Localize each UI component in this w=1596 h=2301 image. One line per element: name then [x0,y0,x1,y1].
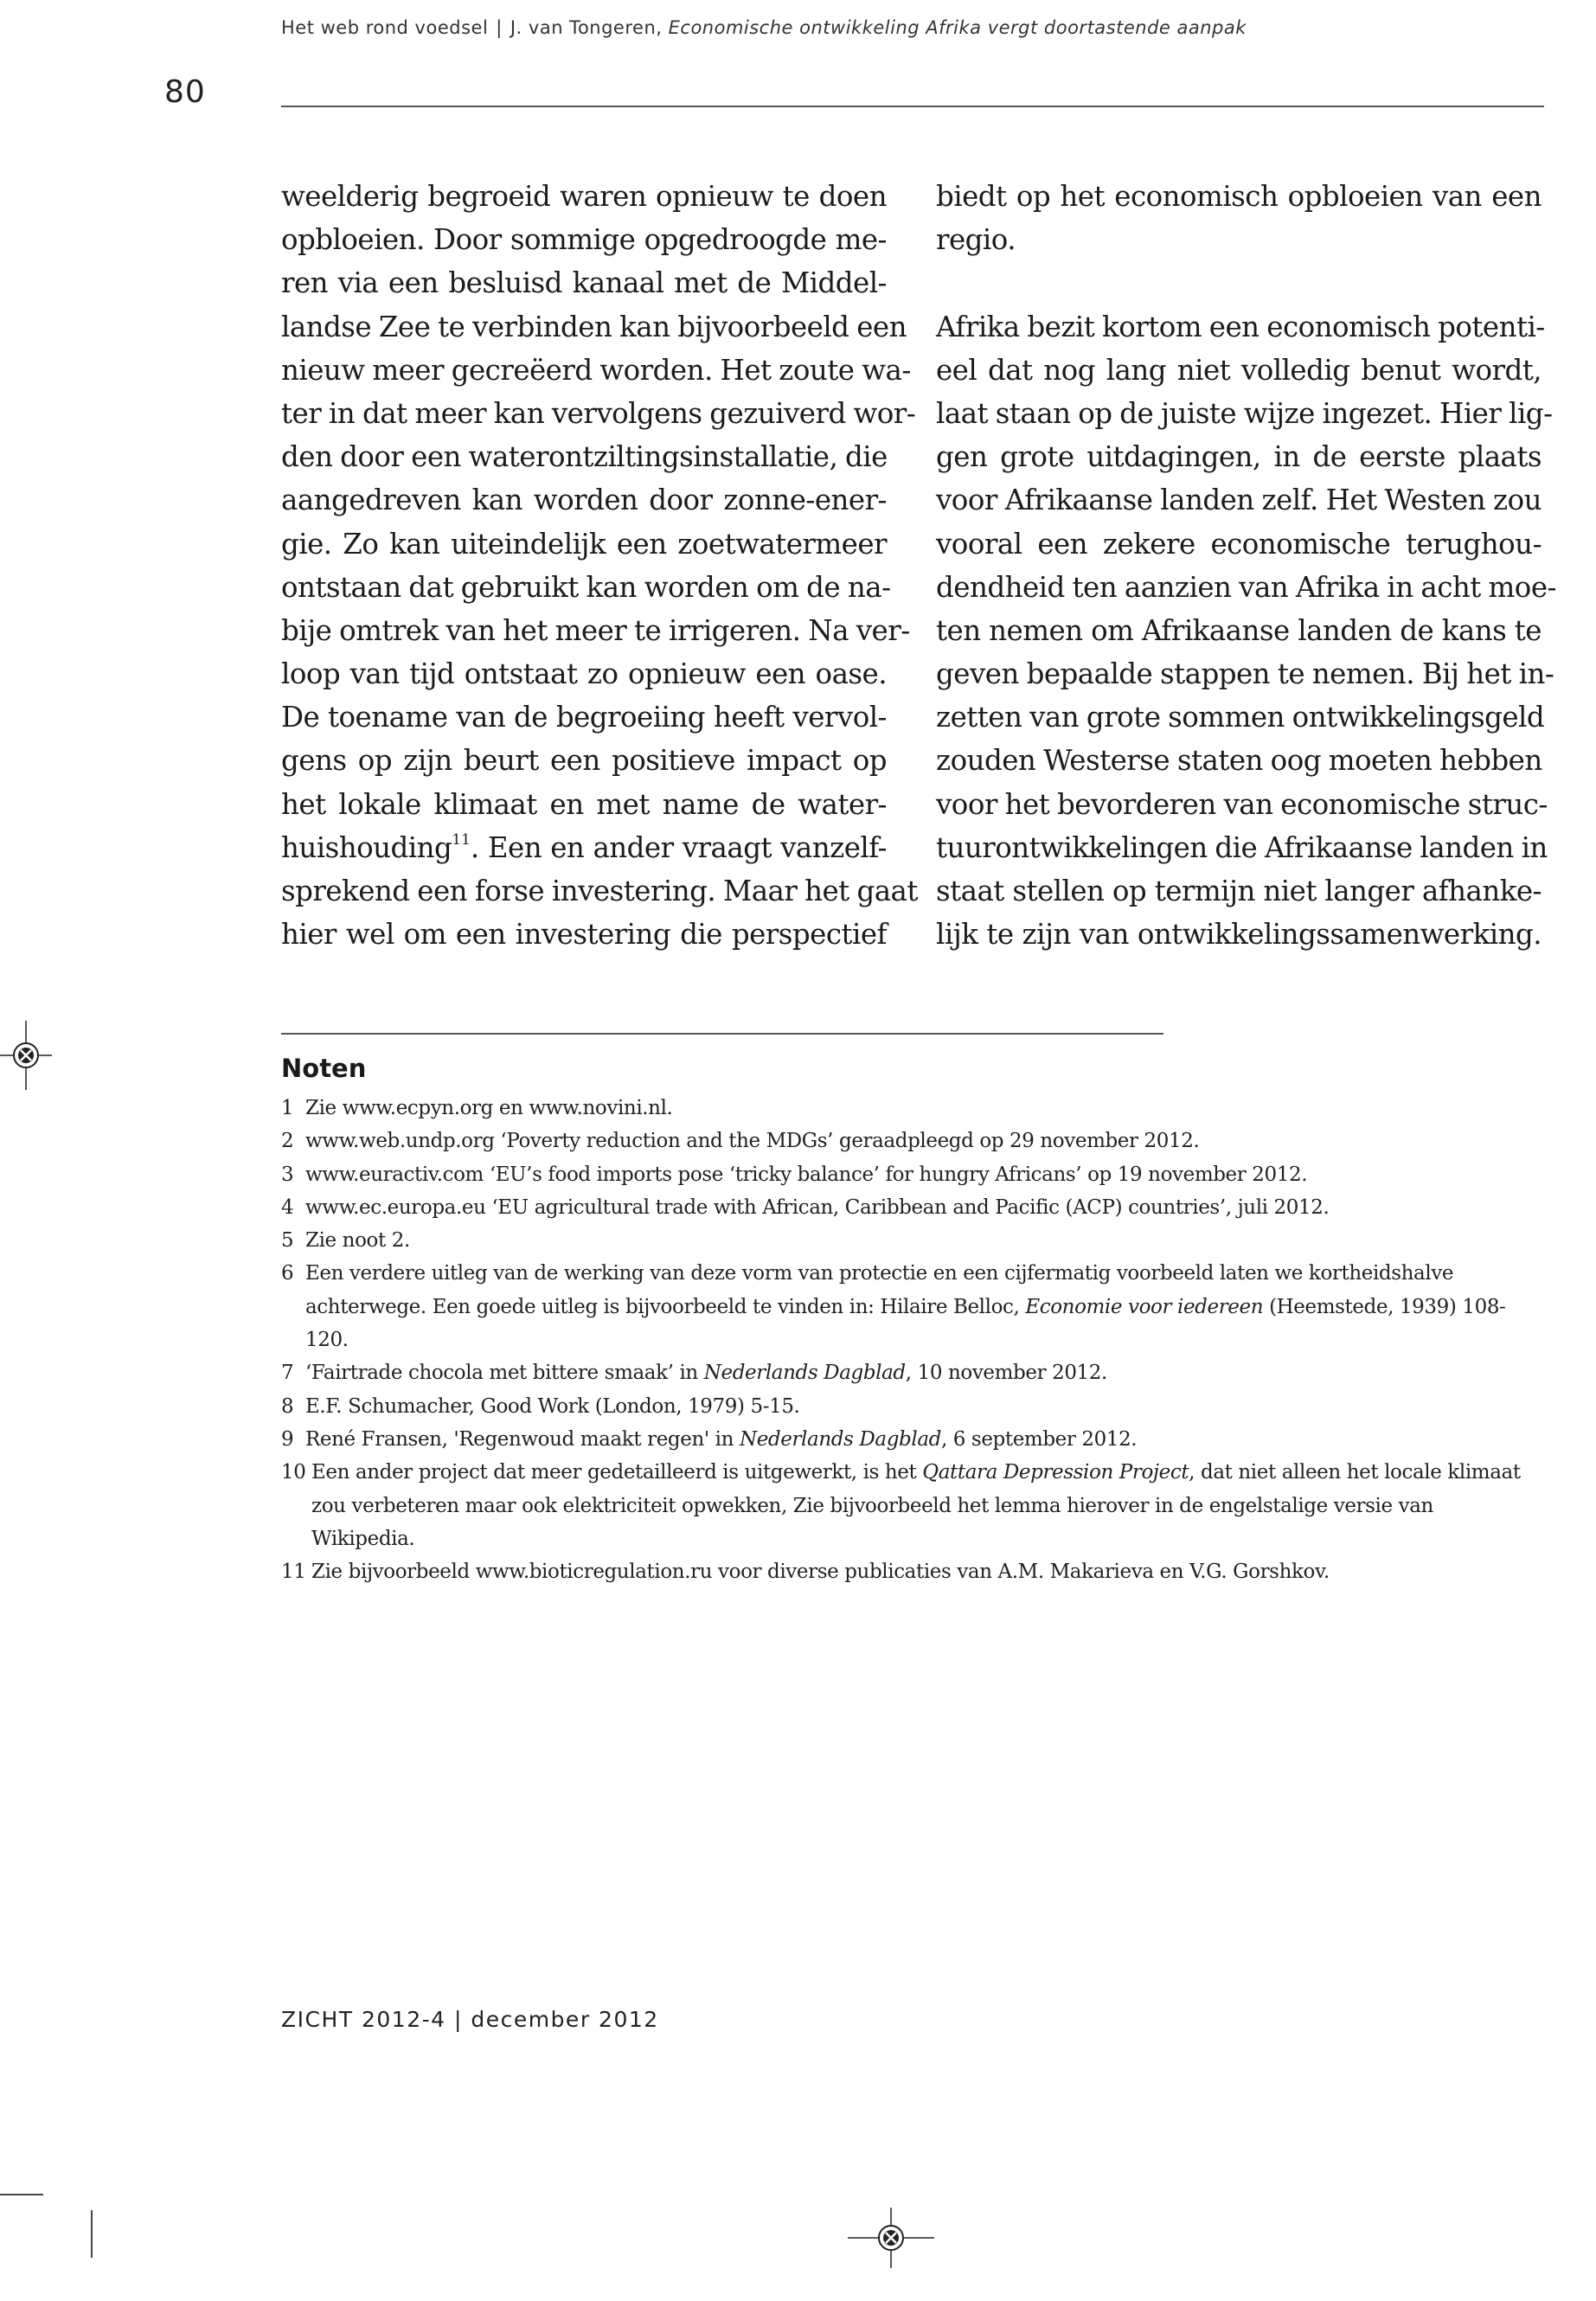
body-line: eel dat nog lang niet volledig benut wordt, [936,353,1542,387]
article-title: Economische ontwikkeling Afrika vergt doortastende aanpak [668,17,1247,38]
note-number: 10 [281,1461,306,1484]
body-line: zetten van grote sommen ontwikkelingsgeld [936,701,1545,734]
registration-mark-left-icon [0,1021,52,1090]
crop-mark [0,2194,43,2195]
registration-mark-bottom-icon [848,2208,934,2268]
note-number: 1 [281,1097,294,1119]
body-column-right [936,175,1556,956]
note-6 [281,1257,1544,1356]
note-3 [281,1158,1544,1191]
body-line: landse Zee te verbinden kan bijvoorbeeld een [281,310,907,343]
body-line: zouden Westerse staten oog moeten hebben [936,744,1542,778]
note-text: Een ander project dat meer gedetailleerd is uitgewerkt, is het [311,1461,917,1484]
book-title: Economie voor iedereen [1025,1295,1264,1318]
note-text: Zie www.ecpyn.org en www.novini.nl. [305,1097,673,1119]
running-header [281,17,1544,38]
note-text: Zie bijvoorbeeld www.bioticregulation.ru voor diverse publicaties van A.M. Makarieva en V.G. Gorshkov. [311,1561,1330,1584]
body-line: ter in dat meer kan vervolgens gezuiverd wor- [281,396,916,430]
note-text: ‘Fairtrade chocola met bittere smaak’ in [305,1362,698,1385]
note-text: Een verdere uitleg van de werking van deze vorm van protectie en een cijfermatig voorbeeld laten we kortheidshalve [305,1262,1454,1285]
note-text: Zie noot 2. [305,1229,410,1253]
body-text: huishouding [281,830,452,864]
note-line [281,1257,1544,1290]
newspaper-title: Nederlands Dagblad [703,1362,906,1385]
body-line: voor Afrikaanse landen zelf. Het Westen zou [936,484,1542,517]
body-line: biedt op het economisch opbloeien van een [936,180,1542,213]
note-text: , dat niet alleen het locale klimaat [1189,1461,1521,1484]
body-line: vooral een zekere economische terughou- [936,527,1542,561]
body-line: gens op zijn beurt een positieve impact op [281,744,887,778]
page-footer: ZICHT 2012-4 | december 2012 [281,2007,659,2032]
body-line: ontstaan dat gebruikt kan worden om de na- [281,570,891,604]
note-9 [281,1423,1544,1456]
note-number: 5 [281,1229,294,1253]
note-line: Wikipedia. [311,1527,415,1550]
note-2 [281,1125,1544,1157]
body-column-left [281,175,918,956]
note-number: 2 [281,1130,294,1153]
note-11 [281,1555,1544,1588]
notes-rule [281,1033,1163,1035]
body-text: . Een en ander vraagt vanzelf- [470,830,887,864]
note-number: 11 [281,1561,306,1584]
note-text: René Fransen, 'Regenwoud maakt regen' in [305,1427,734,1451]
note-line [281,1291,1544,1324]
note-5 [281,1224,1544,1257]
note-text: , 10 november 2012. [905,1362,1107,1385]
body-line: nieuw meer gecreëerd worden. Het zoute wa- [281,353,911,387]
crop-mark [91,2210,93,2258]
body-line: tuurontwikkelingen die Afrikaanse landen in [936,830,1548,864]
newspaper-title: Nederlands Dagblad [739,1427,941,1451]
body-line: aangedreven kan worden door zonne-ener- [281,484,887,517]
note-line: 120. [305,1329,349,1352]
article-author: J. van Tongeren, [510,17,663,38]
body-line: gie. Zo kan uiteindelijk een zoetwatermeer [281,527,887,561]
note-line [281,1456,1544,1489]
note-text: (Heemstede, 1939) 108- [1269,1295,1506,1318]
note-4 [281,1191,1544,1224]
body-line: loop van tijd ontstaat zo opnieuw een oase. [281,657,887,691]
note-number: 8 [281,1394,294,1418]
note-number: 9 [281,1427,294,1451]
note-10 [281,1456,1544,1555]
note-number: 3 [281,1163,294,1186]
body-line: Afrika bezit kortom een economisch potenti- [936,310,1545,343]
project-title: Qattara Depression Project [922,1461,1189,1484]
body-line: staat stellen op termijn niet langer afhanke- [936,875,1542,907]
body-line: De toename van de begroeiing heeft vervol- [281,701,887,734]
paragraph-gap [936,261,1542,304]
body-line: gen grote uitdagingen, in de eerste plaats [936,440,1542,474]
body-line: bije omtrek van het meer te irrigeren. Na ver- [281,613,910,647]
body-line: weelderig begroeid waren opnieuw te doen [281,180,887,213]
header-separator: | [496,17,503,38]
note-1 [281,1092,1544,1125]
note-text: achterwege. Een goede uitleg is bijvoorbeeld te vinden in: Hilaire Belloc, [305,1295,1020,1318]
body-line: laat staan op de juiste wijze ingezet. Hier lig- [936,396,1553,430]
body-line: ten nemen om Afrikaanse landen de kans te [936,613,1542,647]
body-line: geven bepaalde stappen te nemen. Bij het in- [936,657,1554,691]
body-line: het lokale klimaat en met name de water- [281,787,887,821]
body-line: hier wel om een investering die perspectief [281,918,887,952]
journal-name: Het web rond voedsel [281,17,489,38]
notes-list [281,1092,1544,1588]
note-number: 6 [281,1262,294,1285]
body-line: dendheid ten aanzien van Afrika in acht moe- [936,570,1556,604]
note-line: zou verbeteren maar ook elektriciteit opwekken, Zie bijvoorbeeld het lemma hierover in de engelstalige versie van [311,1494,1433,1517]
notes-heading: Noten [281,1054,367,1083]
header-rule [281,106,1544,107]
body-line: lijk te zijn van ontwikkelingssamenwerking. [936,918,1542,952]
footnote-ref[interactable]: 11 [452,830,471,849]
note-7 [281,1356,1544,1389]
body-line: sprekend een forse investering. Maar het gaat [281,875,918,907]
note-8 [281,1390,1544,1423]
note-number: 4 [281,1195,294,1219]
note-text: E.F. Schumacher, Good Work (London, 1979) 5-15. [305,1394,800,1418]
body-line: den door een waterontziltingsinstallatie, die [281,440,888,474]
note-text: www.euractiv.com ‘EU’s food imports pose ‘tricky balance’ for hungry Africans’ op 19 november 2012. [305,1163,1308,1186]
note-text: , 6 september 2012. [940,1427,1138,1451]
body-line: opbloeien. Door sommige opgedroogde me- [281,223,887,257]
body-line: ren via een besluisd kanaal met de Middel- [281,266,887,300]
note-text: www.web.undp.org ‘Poverty reduction and the MDGs’ geraadpleegd op 29 november 2012. [305,1130,1200,1153]
page-number: 80 [164,74,206,110]
body-line-with-footnote [281,826,887,869]
note-text: www.ec.europa.eu ‘EU agricultural trade with African, Caribbean and Pacific (ACP) countries’, juli 2012. [305,1195,1330,1219]
note-number: 7 [281,1362,294,1385]
body-line: voor het bevorderen van economische struc- [936,787,1548,821]
body-line: regio. [936,223,1016,257]
